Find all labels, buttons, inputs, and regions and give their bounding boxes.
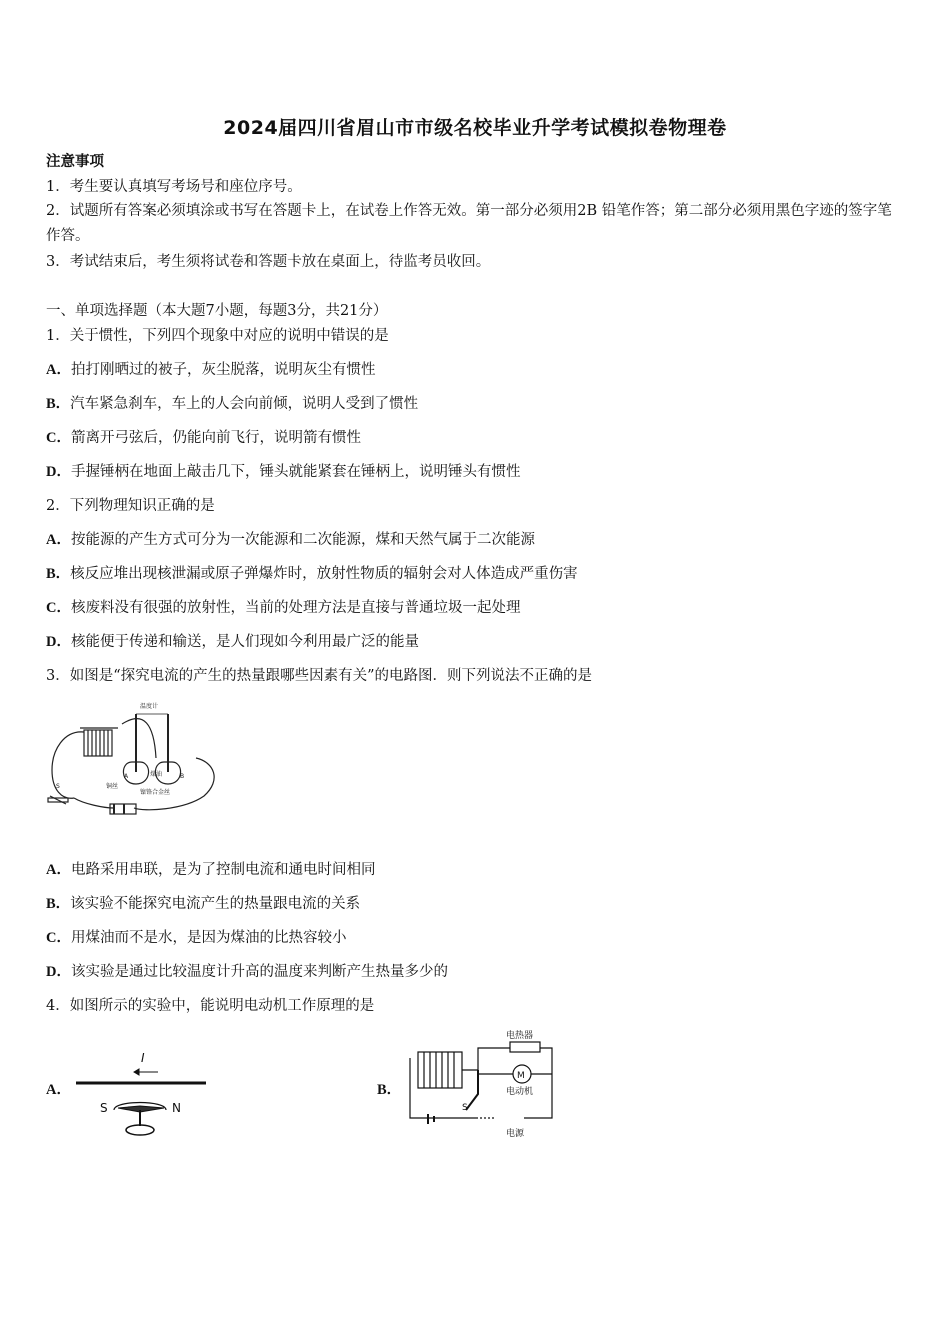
label-kerosene: 煤油 bbox=[150, 771, 163, 778]
notice-item-2: 2．试题所有答案必须填涂或书写在答题卡上，在试卷上作答无效。第一部分必须用2B 铅笔作答；第二部分必须用黑色字迹的签字笔作答。 bbox=[46, 203, 892, 244]
label-heater: 电热器 bbox=[506, 1031, 534, 1041]
exam-title: 2024届四川省眉山市市级名校毕业升学考试模拟卷物理卷 bbox=[223, 117, 727, 139]
label-copper: 铜丝 bbox=[106, 783, 119, 790]
question-2-option-d bbox=[46, 632, 419, 652]
option-text: 拍打刚晒过的被子，灰尘脱落，说明灰尘有惯性 bbox=[70, 362, 376, 378]
question-2-stem: 2．下列物理知识正确的是 bbox=[46, 498, 215, 514]
option-label: A． bbox=[46, 362, 71, 378]
figure-b-relay-circuit bbox=[406, 1030, 562, 1142]
option-text: 用煤油而不是水，是因为煤油的比热容较小 bbox=[70, 930, 347, 946]
label-current: I bbox=[141, 1051, 145, 1065]
label-south: S bbox=[100, 1101, 108, 1115]
question-3-option-b bbox=[46, 894, 360, 914]
figure-a-compass-wire bbox=[74, 1048, 210, 1140]
question-1-option-b bbox=[46, 394, 418, 414]
question-2-option-a bbox=[46, 530, 535, 550]
question-1-stem: 1．关于惯性，下列四个现象中对应的说明中错误的是 bbox=[46, 328, 389, 344]
notice-item-3: 3．考试结束后，考生须将试卷和答题卡放在桌面上，待监考员收回。 bbox=[46, 254, 491, 270]
option-label: A． bbox=[46, 862, 71, 878]
question-4-stem: 4．如图所示的实验中，能说明电动机工作原理的是 bbox=[46, 998, 375, 1014]
option-text: 手握锤柄在地面上敲击几下，锤头就能紧套在锤柄上，说明锤头有惯性 bbox=[70, 464, 521, 480]
circuit-diagram-q3 bbox=[44, 700, 234, 822]
option-text: 核反应堆出现核泄漏或原子弹爆炸时，放射性物质的辐射会对人体造成严重伤害 bbox=[70, 566, 578, 582]
label-b: B bbox=[180, 773, 185, 780]
option-label: D． bbox=[46, 464, 71, 480]
label-north: N bbox=[172, 1101, 181, 1115]
question-2-option-c bbox=[46, 598, 520, 618]
label-nichrome: 镍铬合金丝 bbox=[140, 789, 171, 796]
question-3-option-a bbox=[46, 860, 375, 880]
option-label: D． bbox=[46, 634, 71, 650]
option-label: C． bbox=[46, 600, 71, 616]
section-heading: 一、单项选择题（本大题7小题，每题3分，共21分） bbox=[46, 303, 388, 319]
question-1-option-d bbox=[46, 462, 520, 482]
label-switch: S bbox=[56, 783, 60, 790]
question-4-option-a-label bbox=[46, 1080, 71, 1100]
option-label: A． bbox=[46, 1082, 71, 1098]
option-text: 按能源的产生方式可分为一次能源和二次能源，煤和天然气属于二次能源 bbox=[70, 532, 535, 548]
label-a: A bbox=[124, 773, 129, 780]
option-label: B． bbox=[46, 396, 71, 412]
question-3-stem: 3．如图是“探究电流的产生的热量跟哪些因素有关”的电路图．则下列说法不正确的是 bbox=[46, 668, 593, 684]
question-3-option-c bbox=[46, 928, 346, 948]
option-text: 箭离开弓弦后，仍能向前飞行，说明箭有惯性 bbox=[70, 430, 361, 446]
question-3-option-d bbox=[46, 962, 448, 982]
label-motor-m: M bbox=[517, 1071, 525, 1081]
option-label: B． bbox=[377, 1082, 402, 1098]
option-text: 该实验不能探究电流产生的热量跟电流的关系 bbox=[70, 896, 361, 912]
option-text: 汽车紧急刹车，车上的人会向前倾，说明人受到了惯性 bbox=[70, 396, 419, 412]
label-motor: 电动机 bbox=[506, 1087, 534, 1097]
label-switch-s: S bbox=[462, 1103, 468, 1113]
option-label: B． bbox=[46, 566, 71, 582]
option-text: 该实验是通过比较温度计升高的温度来判断产生热量多少的 bbox=[70, 964, 448, 980]
question-1-option-c bbox=[46, 428, 361, 448]
question-1-option-a bbox=[46, 360, 375, 380]
label-thermometer: 温度计 bbox=[140, 703, 159, 710]
notice-heading: 注意事项 bbox=[46, 153, 104, 170]
option-label: C． bbox=[46, 430, 71, 446]
option-label: B． bbox=[46, 896, 71, 912]
option-text: 电路采用串联，是为了控制电流和通电时间相同 bbox=[70, 862, 376, 878]
option-label: D． bbox=[46, 964, 71, 980]
option-label: C． bbox=[46, 930, 71, 946]
option-text: 核废料没有很强的放射性，当前的处理方法是直接与普通垃圾一起处理 bbox=[70, 600, 521, 616]
option-label: A． bbox=[46, 532, 71, 548]
label-power-source: 电源 bbox=[506, 1129, 525, 1139]
option-text: 核能便于传递和输送，是人们现如今利用最广泛的能量 bbox=[70, 634, 419, 650]
question-4-option-b-label bbox=[377, 1080, 401, 1100]
notice-item-1: 1．考生要认真填写考场号和座位序号。 bbox=[46, 179, 302, 195]
question-2-option-b bbox=[46, 564, 578, 584]
